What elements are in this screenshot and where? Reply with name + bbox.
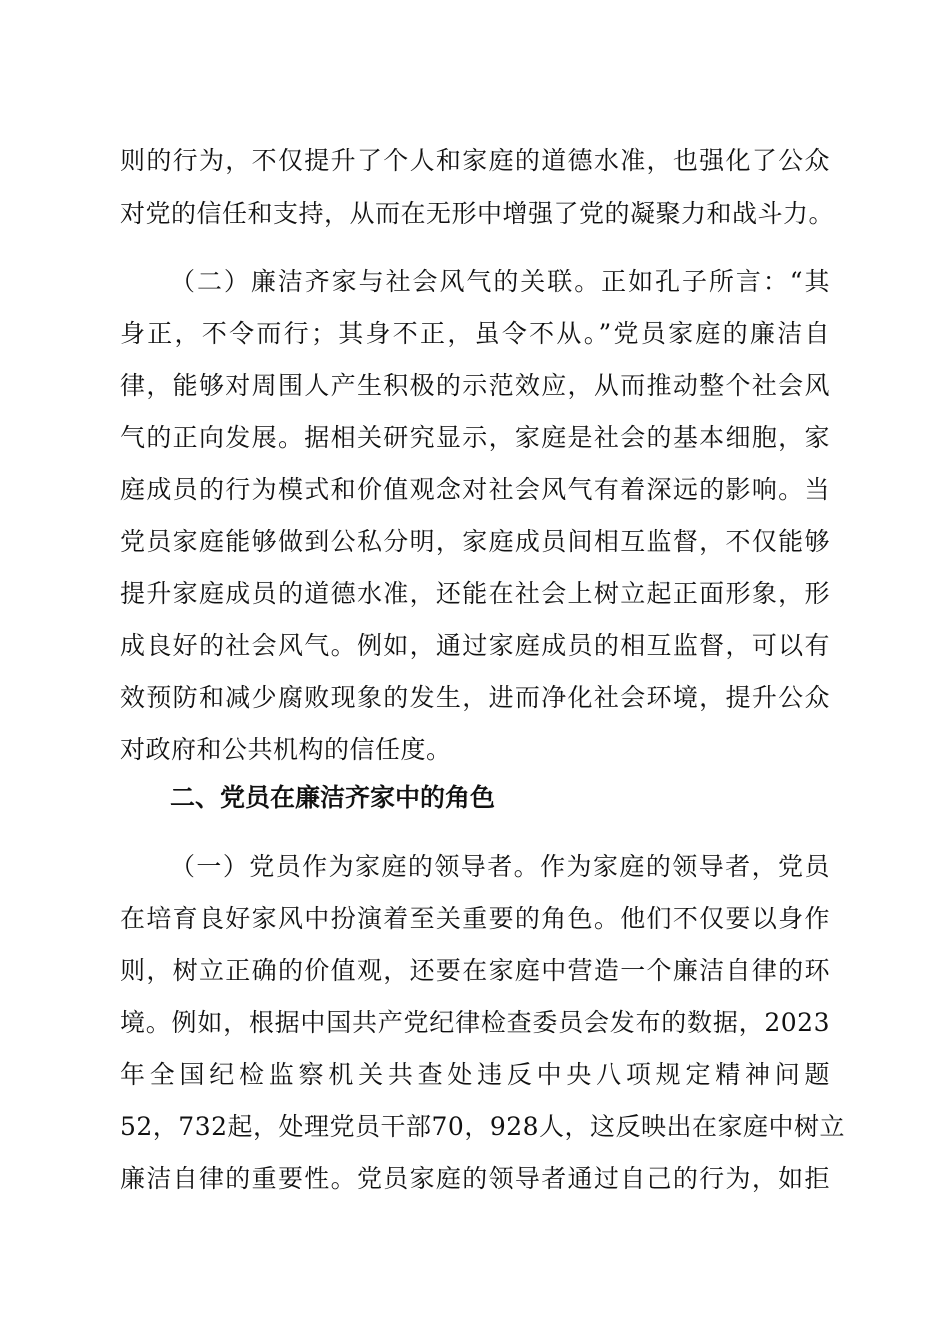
paragraph-1-line-1: 则的行为，不仅提升了个人和家庭的道德水准，也强化了公众 [120,146,830,175]
paragraph-1-line-2: 对党的信任和支持，从而在无形中增强了党的凝聚力和战斗力。 [120,199,835,228]
section-heading: 二、党员在廉洁齐家中的角色 [170,783,496,812]
paragraph-2-line-3: 律，能够对周围人产生积极的示范效应，从而推动整个社会风 [120,371,830,400]
paragraph-2-line-7: 提升家庭成员的道德水准，还能在社会上树立起正面形象，形 [120,579,830,608]
paragraph-3-line-6: 52，732起，处理党员干部70，928人，这反映出在家庭中树立 [120,1112,846,1141]
paragraph-2-line-6: 党员家庭能够做到公私分明，家庭成员间相互监督，不仅能够 [120,527,830,556]
paragraph-2-line-2: 身正，不令而行；其身不正，虽令不从。”党员家庭的廉洁自 [120,319,830,348]
paragraph-2-line-9: 效预防和减少腐败现象的发生，进而净化社会环境，提升公众 [120,683,830,712]
paragraph-2-line-4: 气的正向发展。据相关研究显示，家庭是社会的基本细胞，家 [120,423,830,452]
paragraph-3-line-4: 境。例如，根据中国共产党纪律检查委员会发布的数据，2023 [120,1008,830,1037]
paragraph-2-line-8: 成良好的社会风气。例如，通过家庭成员的相互监督，可以有 [120,631,830,660]
paragraph-2-line-10: 对政府和公共机构的信任度。 [120,735,452,764]
paragraph-3-line-3: 则，树立正确的价值观，还要在家庭中营造一个廉洁自律的环 [120,956,830,985]
paragraph-3-line-5: 年全国纪检监察机关共查处违反中央八项规定精神问题 [120,1060,830,1089]
paragraph-3-line-2: 在培育良好家风中扮演着至关重要的角色。他们不仅要以身作 [120,904,830,933]
paragraph-3-line-1: （一）党员作为家庭的领导者。作为家庭的领导者，党员 [170,852,830,881]
paragraph-3-line-7: 廉洁自律的重要性。党员家庭的领导者通过自己的行为，如拒 [120,1164,830,1193]
paragraph-2-line-1: （二）廉洁齐家与社会风气的关联。正如孔子所言：“其 [170,267,830,296]
paragraph-2-line-5: 庭成员的行为模式和价值观念对社会风气有着深远的影响。当 [120,475,830,504]
